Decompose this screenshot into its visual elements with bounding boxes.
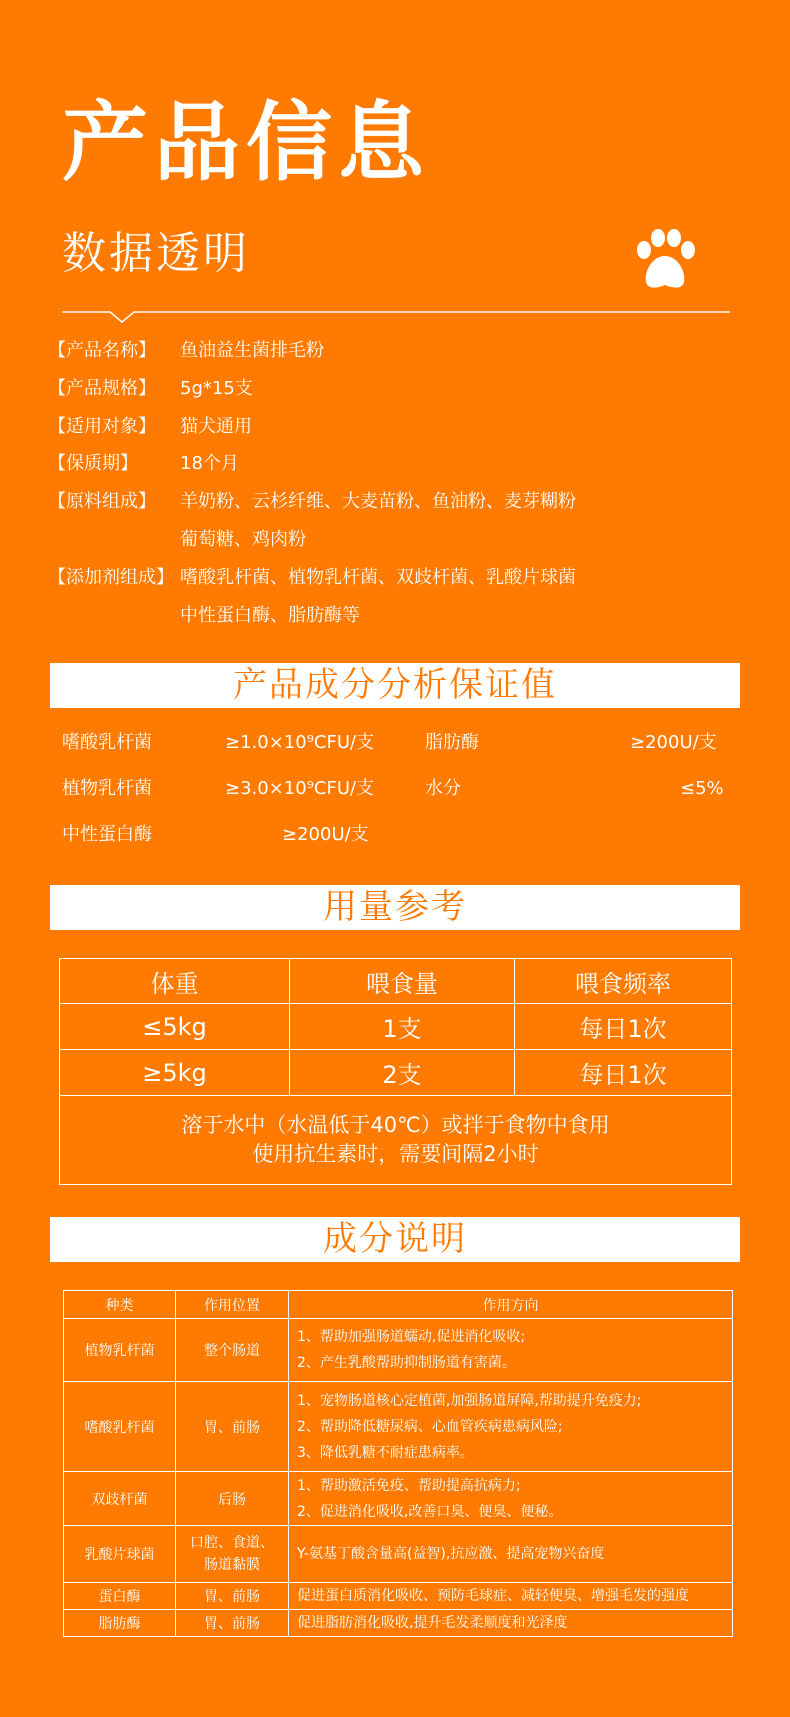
component-type: 双歧杆菌 — [64, 1472, 176, 1526]
component-effects — [289, 1472, 733, 1526]
effect-line: 1、帮助激活免疫、帮助提高抗病力; — [297, 1477, 521, 1494]
table-row — [64, 1382, 733, 1472]
analysis-name: 植物乳杆菌 — [62, 778, 152, 799]
info-key: 【原料组成】 — [48, 491, 156, 512]
table-row — [64, 1526, 733, 1583]
effect-line: 1、帮助加强肠道蠕动,促进消化吸收; — [297, 1329, 526, 1345]
effect-line: 2、帮助降低糖尿病、心血管疾病患病风险; — [297, 1418, 563, 1435]
table-row — [60, 1050, 732, 1096]
paw-icon — [630, 228, 700, 294]
info-value: 羊奶粉、云杉纤维、大麦苗粉、鱼油粉、麦芽糊粉 — [180, 491, 576, 512]
component-effects — [289, 1319, 733, 1382]
position-line: 肠道黏膜 — [204, 1557, 260, 1573]
dosage-note-line: 溶于水中（水温低于40℃）或拌于食物中食用 — [181, 1113, 610, 1137]
info-value-continued: 葡萄糖、鸡肉粉 — [180, 529, 306, 550]
info-value: 5g*15支 — [180, 378, 253, 399]
info-row — [48, 569, 576, 587]
effect-line: 促进蛋白质消化吸收、预防毛球症、减轻便臭、增强毛发的强度 — [297, 1588, 689, 1604]
component-position — [176, 1526, 289, 1583]
component-type: 脂肪酶 — [64, 1610, 176, 1637]
dosage-table — [59, 958, 732, 1185]
table-cell: 每日1次 — [515, 1050, 732, 1096]
info-key: 【产品规格】 — [48, 378, 156, 399]
component-type: 乳酸片球菌 — [64, 1526, 176, 1583]
info-value-continued: 中性蛋白酶、脂肪酶等 — [180, 605, 360, 626]
table-header: 种类 — [64, 1291, 176, 1319]
analysis-value: ≥3.0×10⁹CFU/支 — [225, 778, 375, 799]
info-row — [48, 493, 576, 511]
position-line: 口腔、食道、 — [190, 1535, 274, 1551]
analysis-value: ≥1.0×10⁹CFU/支 — [225, 732, 375, 753]
info-row — [48, 342, 324, 360]
table-row — [64, 1583, 733, 1610]
component-position: 后肠 — [176, 1472, 289, 1526]
effect-line: 2、促进消化吸收,改善口臭、便臭、便秘。 — [297, 1503, 563, 1520]
table-header: 喂食频率 — [515, 959, 732, 1004]
info-row — [48, 455, 239, 473]
info-row — [48, 380, 253, 398]
component-type: 嗜酸乳杆菌 — [64, 1382, 176, 1472]
component-effects — [289, 1583, 733, 1610]
component-position: 胃、前肠 — [176, 1583, 289, 1610]
info-value: 猫犬通用 — [180, 416, 252, 437]
table-header: 喂食量 — [290, 959, 515, 1004]
table-cell: 1支 — [290, 1004, 515, 1050]
analysis-value: ≤5% — [680, 778, 724, 799]
table-cell: ≤5kg — [60, 1004, 290, 1050]
analysis-value: ≥200U/支 — [630, 732, 717, 753]
table-header: 体重 — [60, 959, 290, 1004]
table-row — [64, 1319, 733, 1382]
analysis-name: 中性蛋白酶 — [62, 824, 152, 845]
table-row — [60, 1004, 732, 1050]
table-row — [64, 1610, 733, 1637]
info-key: 【保质期】 — [48, 453, 138, 474]
dosage-banner: 用量参考 — [50, 885, 740, 930]
page-subtitle: 数据透明 — [62, 228, 250, 279]
table-cell: 每日1次 — [515, 1004, 732, 1050]
effect-line: 1、宠物肠道核心定植菌,加强肠道屏障,帮助提升免疫力; — [297, 1392, 642, 1409]
analysis-name: 嗜酸乳杆菌 — [62, 732, 152, 753]
analysis-name: 脂肪酶 — [425, 732, 479, 753]
info-row — [48, 418, 252, 436]
info-value: 18个月 — [180, 453, 239, 474]
components-table — [63, 1290, 733, 1637]
component-position: 整个肠道 — [176, 1319, 289, 1382]
analysis-banner: 产品成分分析保证值 — [50, 663, 740, 708]
info-key: 【适用对象】 — [48, 416, 156, 437]
table-header: 作用方向 — [289, 1291, 733, 1319]
component-effects — [289, 1610, 733, 1637]
table-note-row — [60, 1096, 732, 1185]
effect-line: 2、产生乳酸帮助抑制肠道有害菌。 — [297, 1355, 516, 1371]
info-value: 嗜酸乳杆菌、植物乳杆菌、双歧杆菌、乳酸片球菌 — [180, 567, 576, 588]
components-banner: 成分说明 — [50, 1217, 740, 1262]
component-effects — [289, 1526, 733, 1583]
header-divider — [62, 306, 730, 326]
dosage-note — [60, 1096, 732, 1185]
analysis-value: ≥200U/支 — [282, 824, 369, 845]
info-key: 【产品名称】 — [48, 340, 156, 361]
effect-line: 3、降低乳糖不耐症患病率。 — [297, 1444, 474, 1461]
component-type: 蛋白酶 — [64, 1583, 176, 1610]
info-value: 鱼油益生菌排毛粉 — [180, 340, 324, 361]
analysis-name: 水分 — [425, 778, 461, 799]
table-cell: 2支 — [290, 1050, 515, 1096]
component-type: 植物乳杆菌 — [64, 1319, 176, 1382]
table-header-row — [64, 1291, 733, 1319]
table-header-row — [60, 959, 732, 1004]
dosage-note-line: 使用抗生素时，需要间隔2小时 — [252, 1142, 539, 1166]
effect-line: Y-氨基丁酸含量高(益智),抗应激、提高宠物兴奋度 — [297, 1546, 605, 1562]
component-position: 胃、前肠 — [176, 1610, 289, 1637]
effect-line: 促进脂肪消化吸收,提升毛发柔顺度和光泽度 — [297, 1615, 568, 1631]
component-position: 胃、前肠 — [176, 1382, 289, 1472]
page-title: 产品信息 — [62, 93, 430, 193]
info-key: 【添加剂组成】 — [48, 567, 174, 588]
component-effects — [289, 1382, 733, 1472]
table-row — [64, 1472, 733, 1526]
table-header: 作用位置 — [176, 1291, 289, 1319]
table-cell: ≥5kg — [60, 1050, 290, 1096]
